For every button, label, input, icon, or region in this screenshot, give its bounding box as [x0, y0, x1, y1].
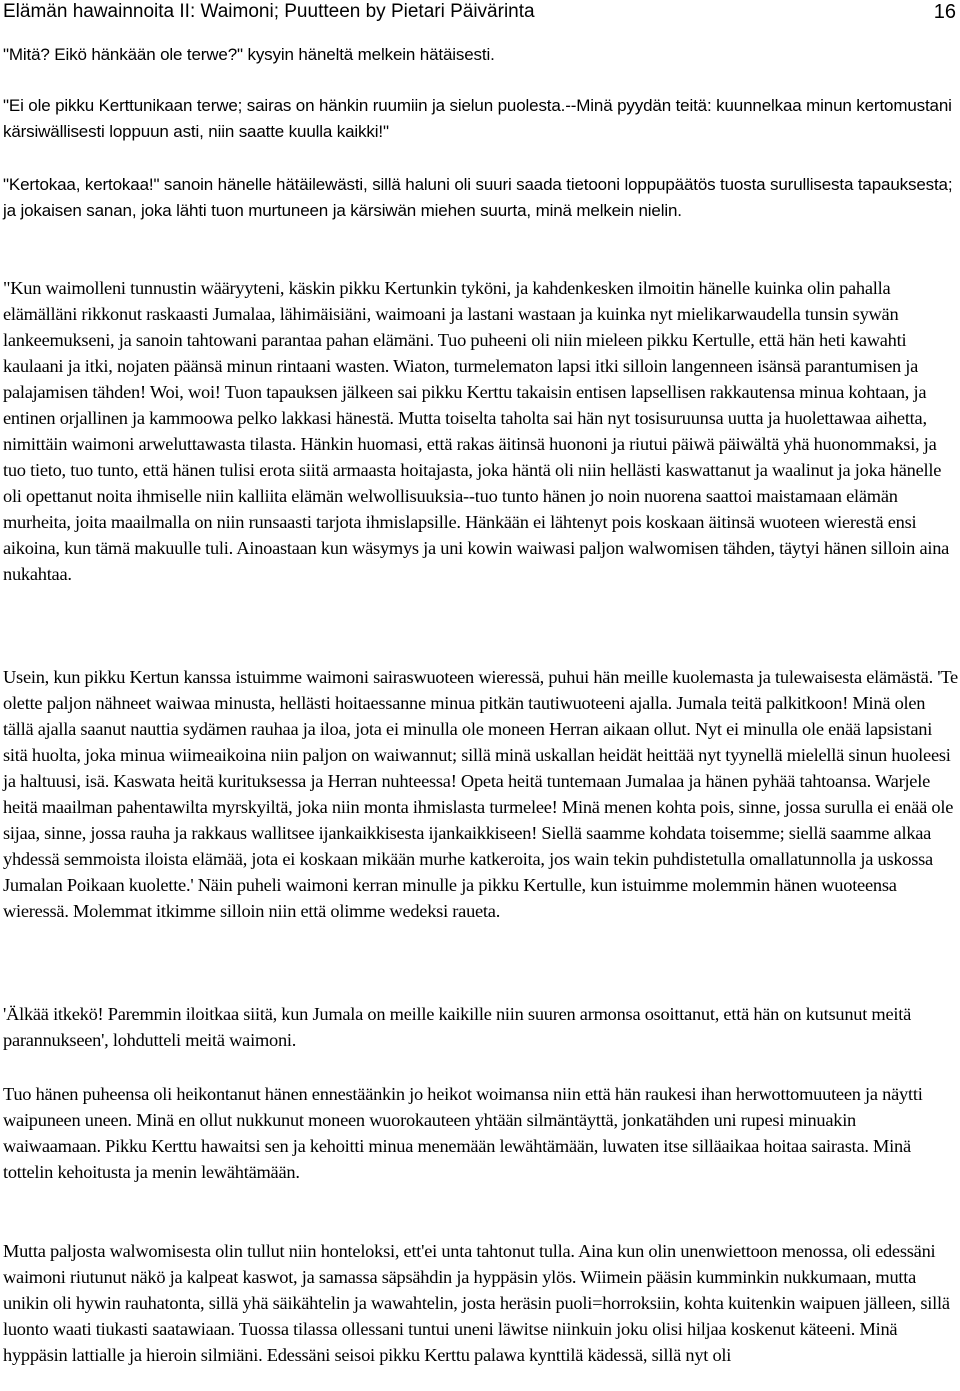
page-header: [3, 0, 956, 26]
paragraph-1: "Mitä? Eikö hänkään ole terwe?" kysyin häneltä melkein hätäisesti.: [3, 45, 495, 64]
paragraph-5: Usein, kun pikku Kertun kanssa istuimme waimoni sairaswuoteen wieressä, puhui hän meille kuolemasta ja tulewaisesta elämästä. 'Te olette paljon nähneet waiwaa minusta, hellästi hoitaessanne minua pitkän tautiwuoteeni ajalla. Jumala teitä palkitkoon! Minä olen tällä ajalla saanut nauttia sydämen rauhaa ja iloa, jota ei minulla ole moneen Herran aikaan ollut. Nyt ei minulla ole enää lapsistani sitä huolta, joka minua wiimeaikoina niin paljon on waiwannut; sillä minä uskallan heidät heittää nyt tyynellä mielellä sinun huoleesi ja haltuusi, isä. Kaswata heitä kurituksessa ja Herran nuhteessa! Opeta heitä tuntemaan Jumalaa ja hänen pyhää tahtoansa. Warjele heitä maailman pahentawilta myrskyiltä, joka niin monta ihmislasta turmelee! Minä menen kohta pois, sinne, jossa surulla ei enää ole sijaa, sinne, jossa rauha ja rakkaus wallitsee ijankaikkisesta ijankaikkiseen! Siellä saamme kohdata toisemme; siellä saamme alkaa yhdessä semmoista iloista elämää, jota ei koskaan mikään murhe katkeroita, jos wain tekin puhdistetulla omallatunnolla ja uskossa Jumalan Poikaan kuolette.' Näin puheli waimoni kerran minulle ja pikku Kertulle, kun istuimme molemmin hänen wuoteensa wieressä. Molemmat itkimme silloin niin että olimme wedeksi raueta.: [3, 667, 958, 921]
page-number: 16: [933, 1, 956, 23]
paragraph-8: Mutta paljosta walwomisesta olin tullut niin honteloksi, ett'ei unta tahtonut tulla. Aina kun olin unenwiettoon menossa, oli edessäni waimoni riutunut näkö ja kalpeat kaswot, ja samassa säpsähdin ja hyppäsin ylös. Wiimein pääsin kumminkin nukkumaan, mutta unikin oli hywin rauhatonta, sillä yhä säikähtelin ja wawahtelin, josta heräsin puoli=horroksiin, kohta kuitenkin waipuen jälleen, sillä luonto waati tiukasti saatawiaan. Tuossa tilassa ollessani tuntui uneni läwitse niinkuin joku olisi hiljaa koskenut käteeni. Minä hyppäsin lattialle ja hieroin silmiäni. Edessäni seisoi pikku Kerttu palawa kynttilä kädessä, sillä nyt oli: [3, 1241, 950, 1365]
paragraph-4: "Kun waimolleni tunnustin wääryyteni, käskin pikku Kertunkin tyköni, ja kahdenkesken ilmoitin hänelle kuinka olin pahalla elämälläni rikkonut raskaasti Jumalaa, lähimäisiäni, waimoani ja lastani wastaan ja kuinka nyt mielikarwaudella tunsin sywän lankeemukseni, ja sanoin tahtowani parantaa pahan elämäni. Tuo puheeni oli niin mieleen pikku Kertulle, että hän heti kawahti kaulaani ja itki, nojaten päänsä minun rintaani wasten. Wiaton, turmelematon lapsi itki silloin langenneen isänsä parantumisen ja palajamisen tähden! Woi, woi! Tuon tapauksen jälkeen sai pikku Kerttu takaisin entisen lapsellisen rakkautensa minua kohtaan, ja entinen orjallinen ja kammoowa pelko lakkasi hänestä. Mutta toiselta taholta sai hän nyt tosisuruunsa uutta ja huolettawaa aihetta, nimittäin waimoni arweluttawasta tilasta. Hänkin huomasi, että rakas äitinsä huononi ja riutui päiwä päiwältä yhä huonommaksi, ja tuo tieto, tuo tunto, että hänen tulisi erota siitä armaasta hoitajasta, joka häntä oli niin hellästi kaswattanut ja waalinut ja joka hänelle oli opettanut noita ihmiselle niin kalliita elämän welwollisuuksia--tuo tunto hänen jo noin nuorena saattoi maistamaan elämän murheita, joita maailmalla on niin runsaasti tarjota ihmislapsille. Hänkään ei lähtenyt pois koskaan äitinsä wuoteen wierestä ensi aikoina, kun tämä makuulle tuli. Ainoastaan kun wäsymys ja uni kowin waiwasi paljon walwomisen tähden, täytyi hänen silloin aina nukahtaa.: [3, 278, 950, 584]
paragraph-2: "Ei ole pikku Kerttunikaan terwe; sairas on hänkin ruumiin ja sielun puolesta.--Minä pyydän teitä: kuunnelkaa minun kertomustani kärsiwällisesti loppuun asti, niin saatte kuulla kaikki!": [3, 96, 952, 141]
book-title: Elämän hawainnoita II: Waimoni; Puutteen by Pietari Päivärinta: [3, 1, 535, 22]
paragraph-3: "Kertokaa, kertokaa!" sanoin hänelle hätäilewästi, sillä haluni oli suuri saada tietooni loppupäätös tuosta surullisesta tapauksesta; ja jokaisen sanan, joka lähti tuon murtuneen ja kärsiwän miehen suurta, minä melkein nielin.: [3, 175, 953, 220]
paragraph-6: 'Älkää itkekö! Paremmin iloitkaa siitä, kun Jumala on meille kaikille niin suuren armonsa osoittanut, että hän on kutsunut meitä parannukseen', lohdutteli meitä waimoni.: [3, 1004, 912, 1050]
paragraph-7: Tuo hänen puheensa oli heikontanut hänen ennestäänkin jo heikot woimansa niin että hän raukesi ihan herwottomuuteen ja näytti waipuneen uneen. Minä en ollut nukkunut moneen wuorokauteen yhtään silmäntäyttä, jonkatähden uni rupesi minuakin waiwaamaan. Pikku Kerttu hawaitsi sen ja kehoitti minua menemään lewähtämään, luwaten itse silläaikaa hoitaa sairasta. Minä tottelin kehoitusta ja menin lewähtämään.: [3, 1084, 923, 1182]
